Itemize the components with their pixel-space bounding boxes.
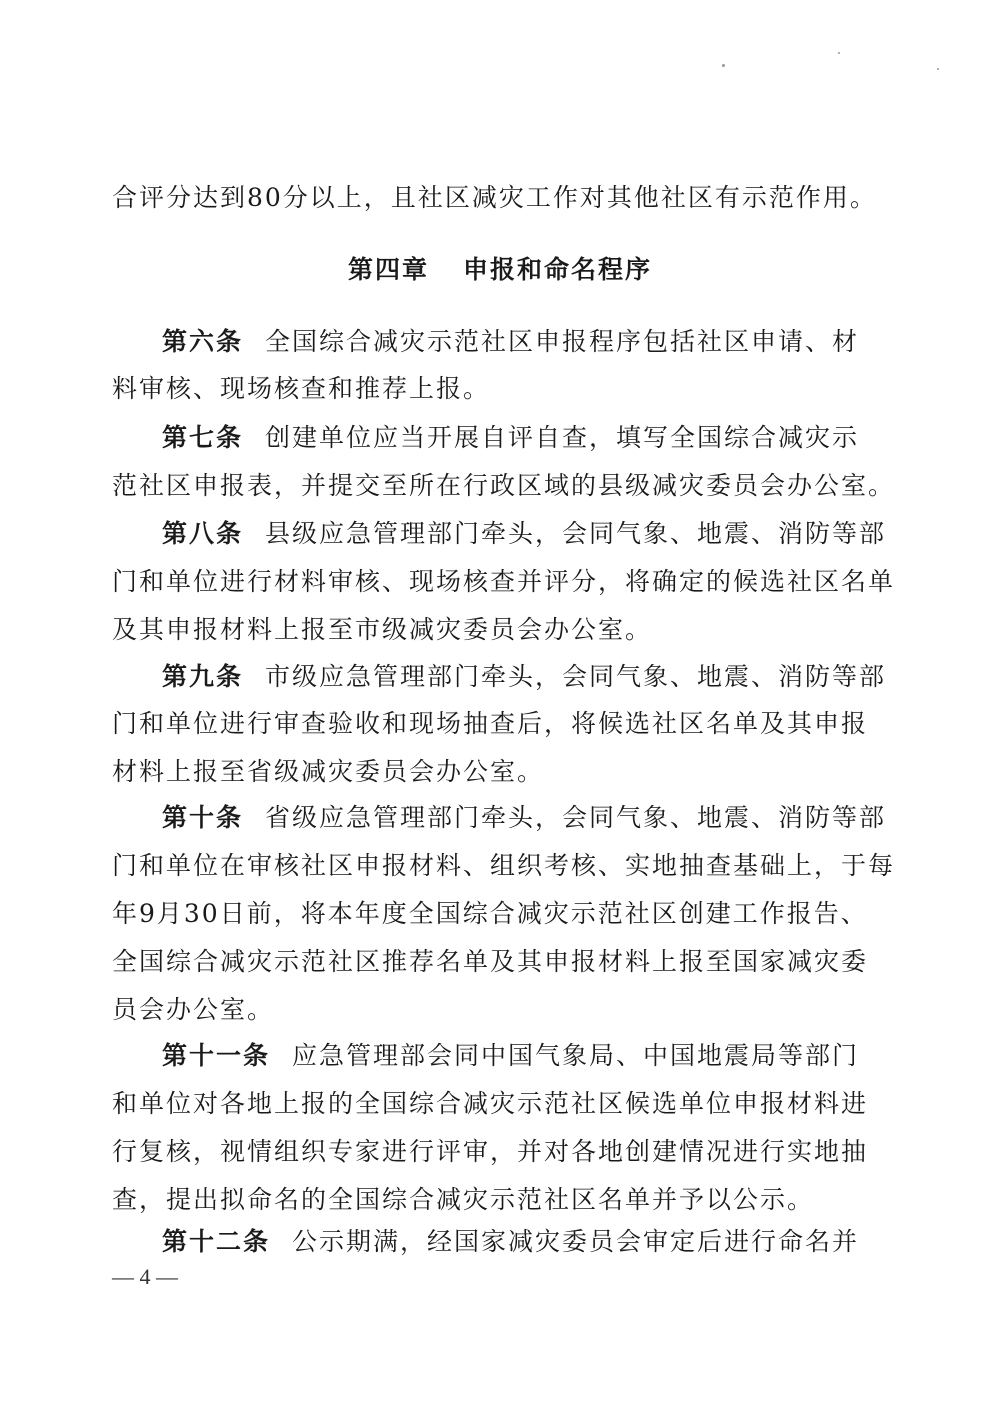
article-11 <box>162 1036 860 1076</box>
article-number: 第十二条 <box>162 1227 271 1256</box>
article-text: 员会办公室。 <box>112 995 275 1024</box>
article-text: 年9月30日前，将本年度全国综合减灾示范社区创建工作报告、 <box>112 899 868 928</box>
article-number: 第八条 <box>162 519 244 548</box>
article-text: 查，提出拟命名的全国综合减灾示范社区名单并予以公示。 <box>112 1185 815 1214</box>
scan-speck <box>937 68 939 70</box>
chapter-title: 申报和命名程序 <box>463 255 653 284</box>
scan-speck <box>722 64 725 67</box>
article-text: 料审核、现场核查和推荐上报。 <box>112 374 491 403</box>
article-text: 门和单位进行审查验收和现场抽查后，将候选社区名单及其申报 <box>112 709 869 738</box>
article-6 <box>162 322 860 362</box>
article-10 <box>162 798 887 838</box>
article-text: 和单位对各地上报的全国综合减灾示范社区候选单位申报材料进 <box>112 1089 869 1118</box>
article-number: 第九条 <box>162 662 244 691</box>
article-text: 全国综合减灾示范社区推荐名单及其申报材料上报至国家减灾委 <box>112 947 869 976</box>
article-12 <box>162 1222 860 1262</box>
scan-speck <box>838 52 840 54</box>
chapter-heading <box>0 250 1000 290</box>
article-number: 第七条 <box>162 423 244 452</box>
article-text: 范社区申报表，并提交至所在行政区域的县级减灾委员会办公室。 <box>112 471 896 500</box>
article-text: 省级应急管理部门牵头，会同气象、地震、消防等部 <box>265 803 887 832</box>
article-text: 材料上报至省级减灾委员会办公室。 <box>112 757 545 786</box>
article-8 <box>162 514 887 554</box>
article-number: 第六条 <box>162 327 244 356</box>
article-text: 市级应急管理部门牵头，会同气象、地震、消防等部 <box>265 662 887 691</box>
article-9 <box>162 657 887 697</box>
article-text: 行复核，视情组织专家进行评审，并对各地创建情况进行实地抽 <box>112 1137 869 1166</box>
chapter-number: 第四章 <box>347 255 429 284</box>
continuation-paragraph: 合评分达到80分以上，且社区减灾工作对其他社区有示范作用。 <box>112 183 877 212</box>
article-number: 第十条 <box>162 803 244 832</box>
article-7 <box>162 418 860 458</box>
page-number: — 4 — <box>112 1264 178 1289</box>
article-text: 县级应急管理部门牵头，会同气象、地震、消防等部 <box>265 519 887 548</box>
article-text: 公示期满，经国家减灾委员会审定后进行命名并 <box>292 1227 860 1256</box>
article-text: 全国综合减灾示范社区申报程序包括社区申请、材 <box>265 327 860 356</box>
article-number: 第十一条 <box>162 1041 271 1070</box>
article-text: 门和单位进行材料审核、现场核查并评分，将确定的候选社区名单 <box>112 567 896 596</box>
article-text: 及其申报材料上报至市级减灾委员会办公室。 <box>112 615 653 644</box>
article-text: 应急管理部会同中国气象局、中国地震局等部门 <box>292 1041 860 1070</box>
article-text: 创建单位应当开展自评自查，填写全国综合减灾示 <box>265 423 860 452</box>
article-text: 门和单位在审核社区申报材料、组织考核、实地抽查基础上，于每 <box>112 851 896 880</box>
